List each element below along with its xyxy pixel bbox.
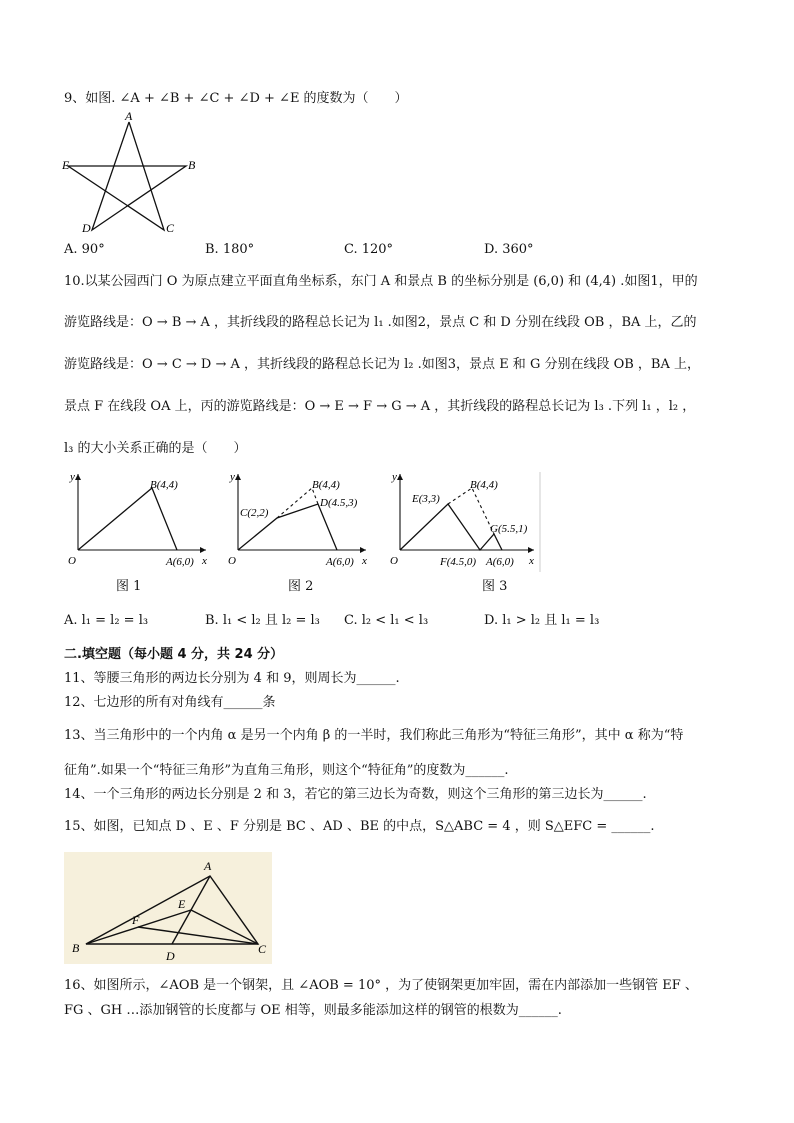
svg-text:E: E bbox=[178, 897, 186, 911]
q9-option-b: B. 180° bbox=[205, 242, 255, 257]
q9-option-c: C. 120° bbox=[344, 242, 394, 257]
svg-text:O: O bbox=[68, 555, 76, 567]
q10-line-2: 游览路线是：O → B → A ，其折线段的路程总长记为 l₁ .如图2，景点 C 和 D 分别在线段 OB ，BA 上，乙的 bbox=[64, 315, 697, 330]
svg-text:B(4,4): B(4,4) bbox=[470, 479, 498, 491]
q15-stem: 15、如图，已知点 D 、E 、F 分别是 BC 、AD 、BE 的中点，S△ABC = 4 ，则 S△EFC = ______. bbox=[64, 819, 655, 834]
svg-text:O: O bbox=[390, 555, 398, 567]
path-obs bbox=[78, 488, 177, 550]
label-B: B bbox=[188, 158, 196, 172]
path-ob-dashed bbox=[448, 488, 494, 534]
svg-text:E(3,3): E(3,3) bbox=[412, 493, 440, 505]
q13-line-1: 13、当三角形中的一个内角 α 是另一个内角 β 的一半时，我们称此三角形为“特征三角形”，其中 α 称为“特 bbox=[64, 728, 684, 743]
q10-figure-1 bbox=[62, 468, 212, 578]
q14: 14、一个三角形的两边长分别是 2 和 3，若它的第三边长为奇数，则这个三角形的第三边长为______. bbox=[64, 787, 647, 802]
q10-caption-3: 图 3 bbox=[482, 579, 508, 594]
q16-line-1: 16、如图所示，∠AOB 是一个钢架，且 ∠AOB = 10° ，为了使钢架更加牢固，需在内部添加一些钢管 EF 、 bbox=[64, 978, 698, 993]
q10-option-d: D. l₁ > l₂ 且 l₁ = l₃ bbox=[484, 613, 600, 628]
svg-text:A: A bbox=[204, 859, 212, 873]
q10-line-1: 10.以某公园西门 O 为原点建立平面直角坐标系，东门 A 和景点 B 的坐标分别是 (6,0) 和 (4,4) .如图1，甲的 bbox=[64, 274, 698, 289]
label-A: A bbox=[125, 110, 133, 123]
svg-text:D(4.5,3): D(4.5,3) bbox=[320, 497, 358, 509]
section-title: 二.填空题（每小题 4 分，共 24 分） bbox=[64, 647, 284, 662]
svg-text:G(5.5,1): G(5.5,1) bbox=[490, 523, 528, 535]
svg-text:x: x bbox=[362, 555, 367, 567]
q9-star-figure bbox=[62, 110, 202, 238]
q15-triangle-figure bbox=[64, 852, 272, 964]
q9-stem: 9、如图. ∠A + ∠B + ∠C + ∠D + ∠E 的度数为（ ） bbox=[64, 91, 408, 106]
svg-text:B(4,4): B(4,4) bbox=[150, 479, 178, 491]
q10-line-3: 游览路线是：O → C → D → A ，其折线段的路程总长记为 l₂ .如图3，景点 E 和 G 分别在线段 OB ，BA 上， bbox=[64, 357, 701, 372]
q9-option-a: A. 90° bbox=[64, 242, 105, 257]
svg-text:F(4.5,0): F(4.5,0) bbox=[440, 556, 477, 568]
path-ob-dashed bbox=[277, 488, 318, 518]
svg-text:A(6,0): A(6,0) bbox=[326, 556, 354, 568]
q12: 12、七边形的所有对角线有______条 bbox=[64, 695, 276, 710]
q11: 11、等腰三角形的两边长分别为 4 和 9，则周长为______. bbox=[64, 671, 400, 686]
svg-text:x: x bbox=[529, 555, 534, 567]
q10-option-b: B. l₁ < l₂ 且 l₂ = l₃ bbox=[205, 613, 320, 628]
q9-option-d: D. 360° bbox=[484, 242, 534, 257]
label-E: E bbox=[62, 158, 70, 172]
svg-text:O: O bbox=[228, 555, 236, 567]
label-C: C bbox=[166, 221, 175, 235]
svg-text:F: F bbox=[132, 913, 140, 927]
q10-caption-1: 图 1 bbox=[116, 579, 142, 594]
path-oefga bbox=[400, 504, 502, 550]
svg-text:C: C bbox=[258, 942, 267, 956]
q10-caption-2: 图 2 bbox=[288, 579, 314, 594]
svg-text:y: y bbox=[392, 471, 397, 483]
q10-line-5: l₃ 的大小关系正确的是（ ） bbox=[64, 441, 247, 456]
svg-text:D: D bbox=[166, 949, 175, 963]
svg-text:A(6,0): A(6,0) bbox=[486, 556, 514, 568]
svg-text:A(6,0): A(6,0) bbox=[166, 556, 194, 568]
q16-line-2: FG 、GH …添加钢管的长度都与 OE 相等，则最多能添加这样的钢管的根数为______. bbox=[64, 1003, 562, 1018]
svg-text:B(4,4): B(4,4) bbox=[312, 479, 340, 491]
svg-text:y: y bbox=[230, 471, 235, 483]
svg-text:x: x bbox=[202, 555, 207, 567]
svg-text:C(2,2): C(2,2) bbox=[240, 507, 269, 519]
q10-line-4: 景点 F 在线段 OA 上，丙的游览路线是：O → E → F → G → A ，其折线段的路程总长记为 l₃ .下列 l₁ ，l₂ ， bbox=[64, 399, 696, 414]
q13-line-2: 征角”.如果一个“特征三角形”为直角三角形，则这个“特征角”的度数为______. bbox=[64, 763, 509, 778]
star-lines bbox=[68, 122, 186, 230]
svg-text:y: y bbox=[70, 471, 75, 483]
q10-option-a: A. l₁ = l₂ = l₃ bbox=[64, 613, 149, 628]
q10-figure-3 bbox=[384, 468, 544, 578]
q10-option-c: C. l₂ < l₁ < l₃ bbox=[344, 613, 429, 628]
svg-text:B: B bbox=[72, 941, 80, 955]
q10-figure-2 bbox=[222, 468, 372, 578]
label-D: D bbox=[82, 221, 91, 235]
